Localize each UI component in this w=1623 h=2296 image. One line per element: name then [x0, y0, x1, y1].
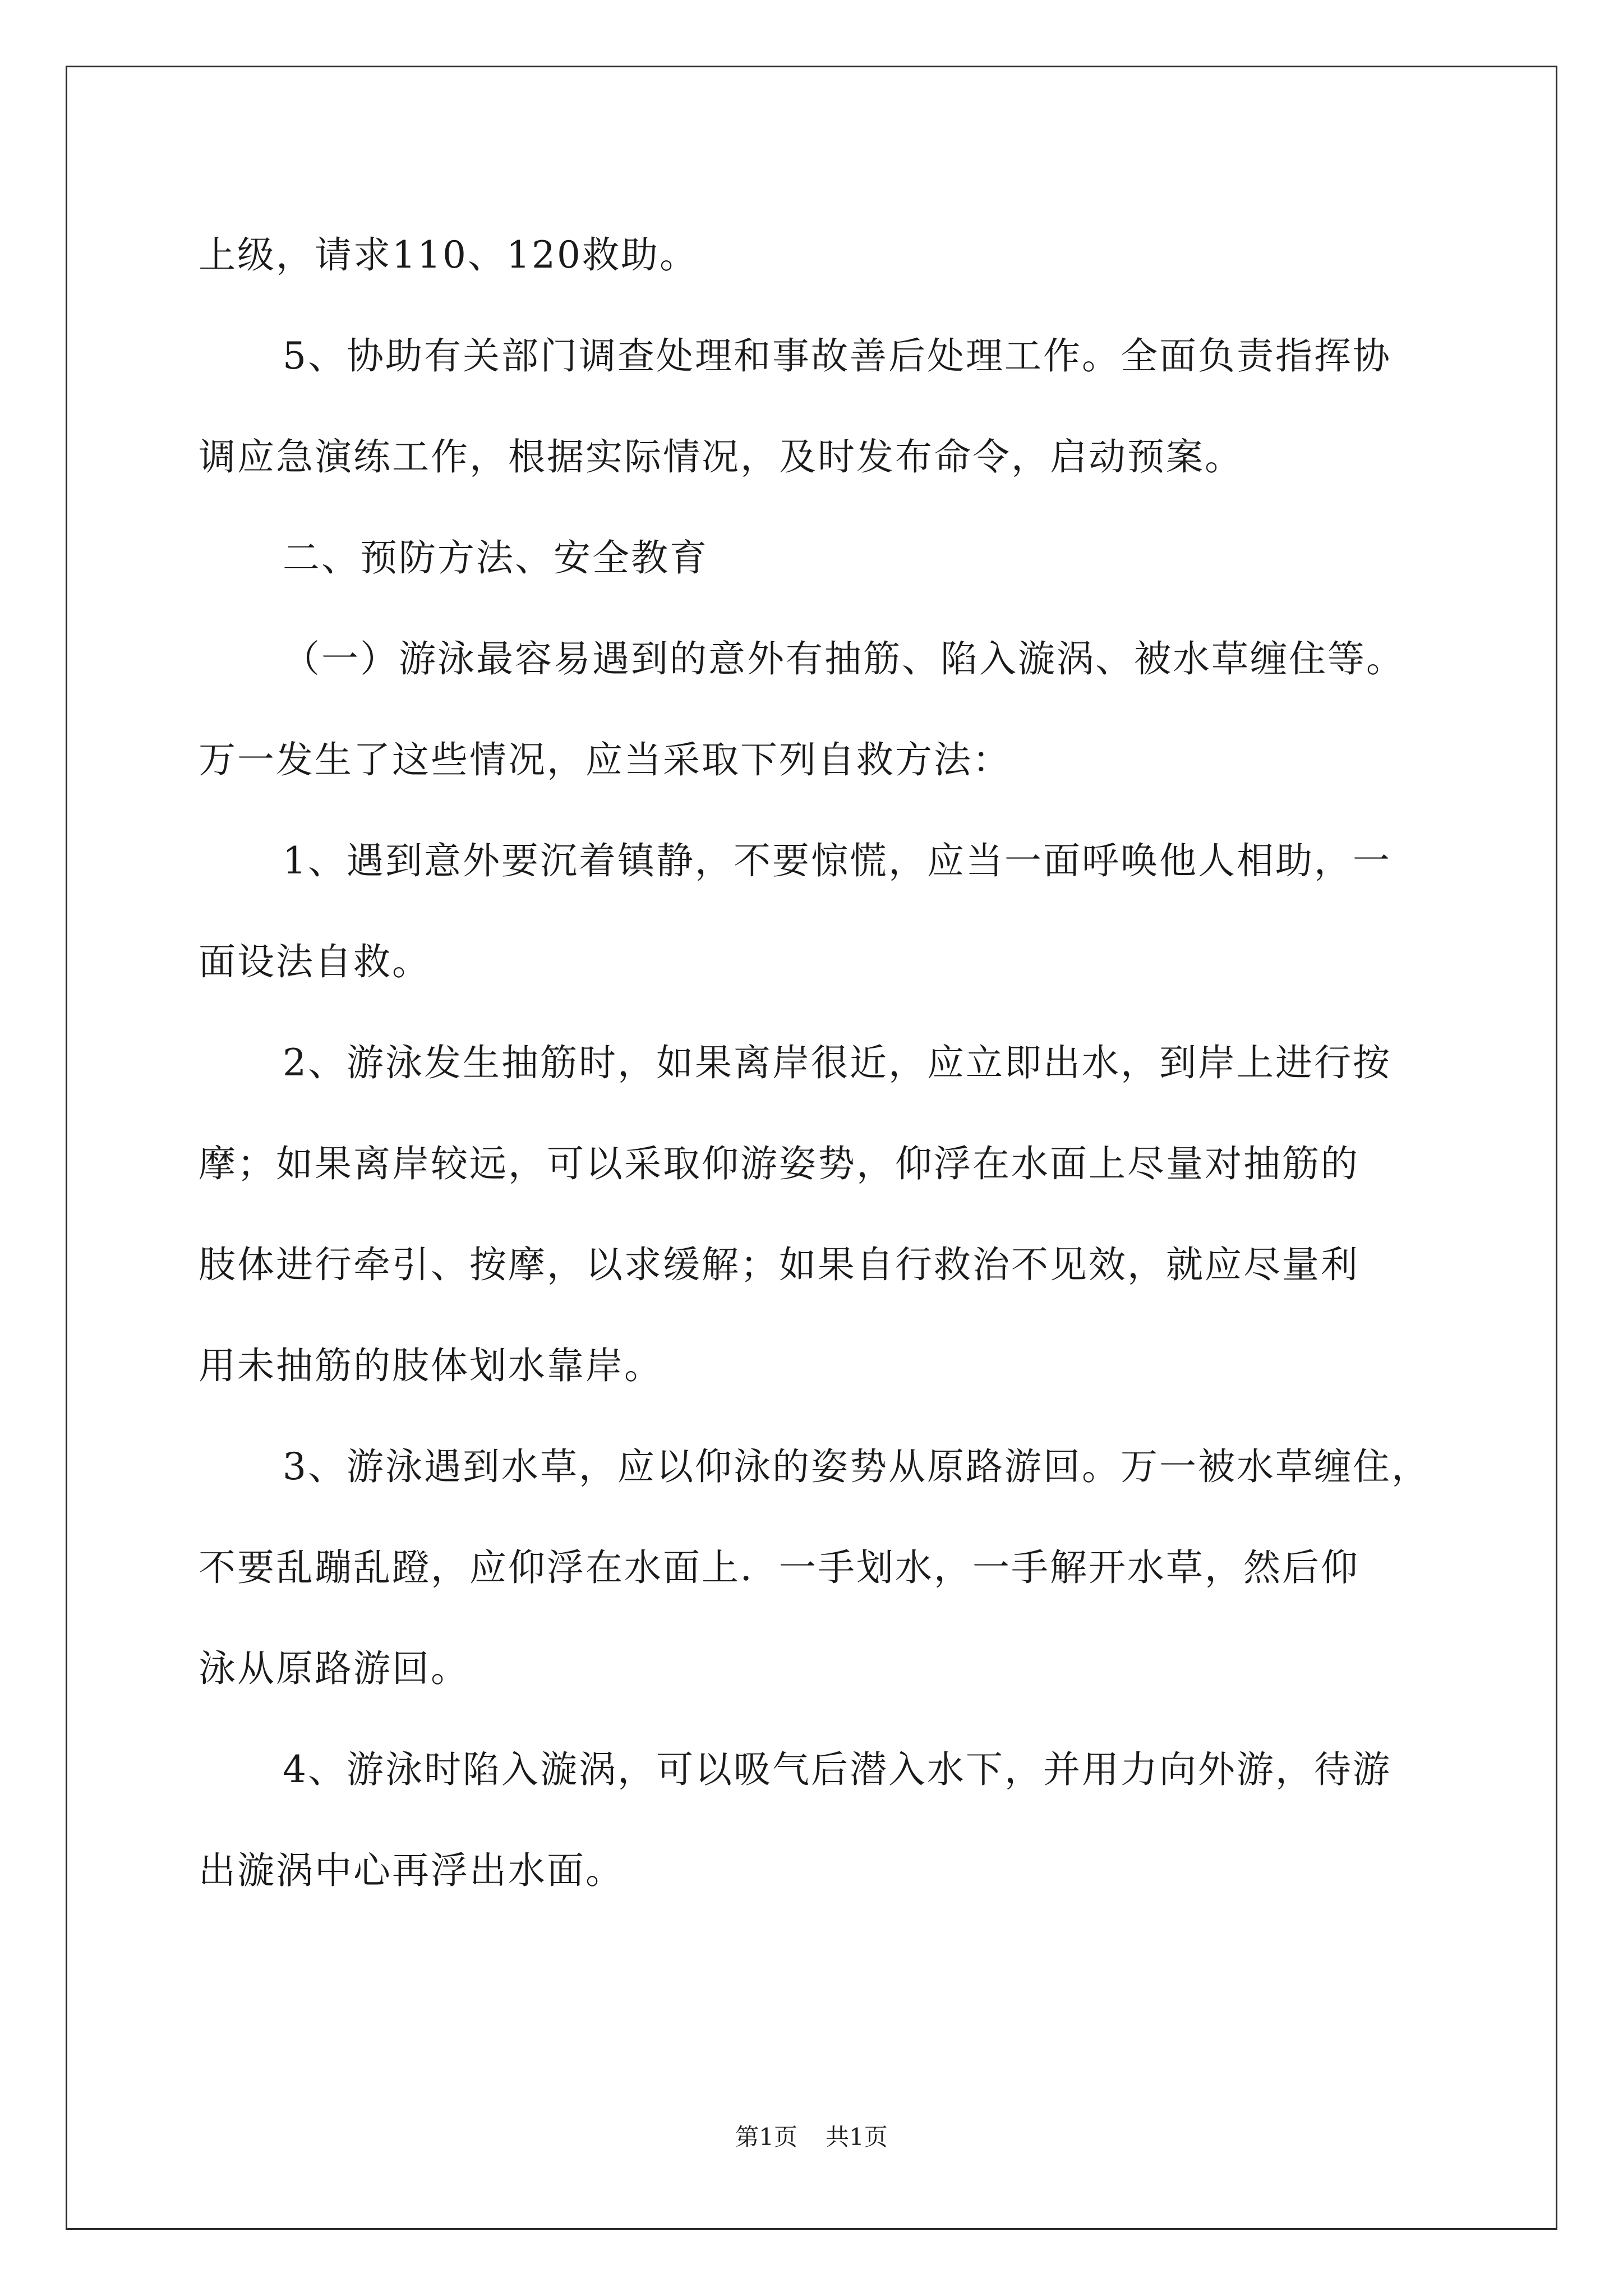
text-line: 调应急演练工作，根据实际情况，及时发布命令，启动预案。 [199, 435, 1243, 478]
section-heading: 二、预防方法、安全教育 [283, 536, 708, 579]
text-line: 万一发生了这些情况，应当采取下列自救方法： [199, 738, 1011, 781]
text-line: 不要乱蹦乱蹬，应仰浮在水面上．一手划水，一手解开水草，然后仰 [199, 1546, 1359, 1589]
text-line: 2、游泳发生抽筋时，如果离岸很近，应立即出水，到岸上进行按 [283, 1041, 1391, 1084]
document-body [199, 222, 1430, 1938]
page-footer [0, 2120, 1623, 2154]
text-line: 泳从原路游回。 [199, 1647, 469, 1690]
text-line: 肢体进行牵引、按摩，以求缓解；如果自行救治不见效，就应尽量利 [199, 1243, 1359, 1286]
text-line: 摩；如果离岸较远，可以采取仰游姿势，仰浮在水面上尽量对抽筋的 [199, 1142, 1359, 1185]
text-line: 面设法自救。 [199, 940, 431, 983]
page-total: 共1页 [826, 2123, 888, 2151]
text-line: 出漩涡中心再浮出水面。 [199, 1849, 624, 1892]
text-line: 3、游泳遇到水草，应以仰泳的姿势从原路游回。万一被水草缠住， [283, 1445, 1430, 1488]
text-line: 用未抽筋的肢体划水靠岸。 [199, 1344, 663, 1387]
text-line: 1、遇到意外要沉着镇静，不要惊慌，应当一面呼唤他人相助，一 [283, 839, 1391, 882]
text-line: 5、协助有关部门调查处理和事故善后处理工作。全面负责指挥协 [283, 334, 1391, 378]
page-number: 第1页 [735, 2123, 797, 2151]
text-line: （一）游泳最容易遇到的意外有抽筋、陷入漩涡、被水草缠住等。 [283, 637, 1405, 680]
text-line: 4、游泳时陷入漩涡，可以吸气后潜入水下，并用力向外游，待游 [283, 1748, 1391, 1791]
text-line: 上级，请求110、120救助。 [199, 233, 698, 277]
